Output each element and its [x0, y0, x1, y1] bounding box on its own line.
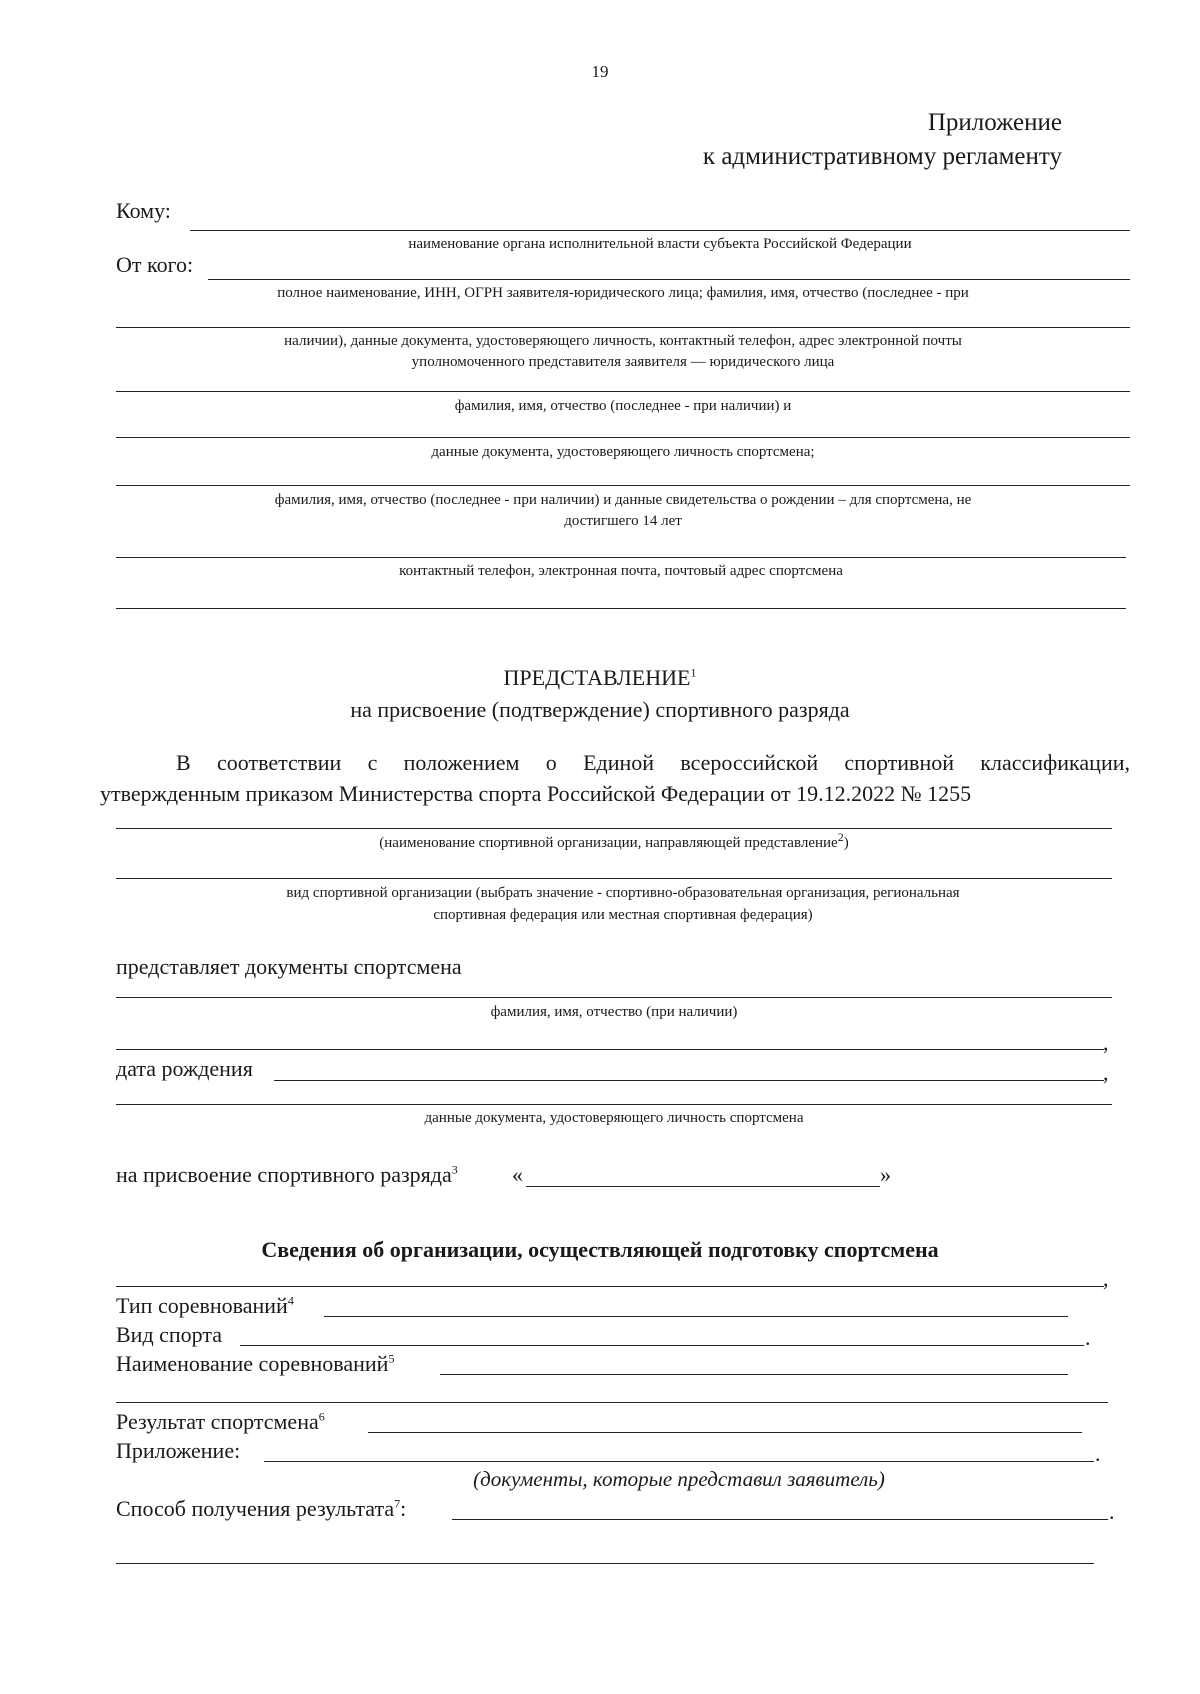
document-title-text: ПРЕДСТАВЛЕНИЕ	[503, 665, 691, 690]
from-caption-1: полное наименование, ИНН, ОГРН заявителя-юридического лица; фамилия, имя, отчество (последнее - при	[277, 285, 969, 301]
appendix-title: Приложение	[927, 109, 1062, 136]
org-type-caption-2: спортивная федерация или местная спортивная федерация)	[433, 907, 813, 923]
rank-field-line[interactable]	[526, 1186, 880, 1187]
footnote-ref-2: 2	[837, 830, 844, 844]
method-colon: :	[400, 1496, 407, 1521]
to-field-line[interactable]	[190, 230, 1130, 231]
period-3: .	[1109, 1499, 1115, 1524]
org-type-field-line[interactable]	[116, 878, 1112, 879]
fio-caption: фамилия, имя, отчество (последнее - при наличии) и	[454, 398, 792, 414]
comma-3: ,	[1103, 1266, 1109, 1291]
fio-field-line[interactable]	[116, 391, 1130, 392]
period-2: .	[1095, 1441, 1101, 1466]
section-title: Сведения об организации, осуществляющей подготовку спортсмена	[261, 1237, 939, 1262]
period-1: .	[1085, 1325, 1091, 1350]
from-field-line-2[interactable]	[116, 327, 1130, 328]
page-number: 19	[591, 62, 609, 81]
footnote-ref-1: 1	[690, 665, 697, 680]
athlete-doc-caption: данные документа, удостоверяющего личность спортсмена	[424, 1110, 804, 1126]
birth-date-label: дата рождения	[116, 1056, 253, 1081]
comma-2: ,	[1103, 1060, 1109, 1085]
bottom-field-line[interactable]	[116, 1563, 1094, 1564]
comma-1: ,	[1103, 1030, 1109, 1055]
doc-caption: данные документа, удостоверяющего личность спортсмена;	[431, 444, 815, 460]
competition-name-text: Наименование соревнований	[116, 1351, 389, 1376]
competition-name-field-line-2[interactable]	[116, 1402, 1108, 1403]
athlete-fio-field-line[interactable]	[116, 997, 1112, 998]
org-caption-text: (наименование спортивной организации, направляющей представление	[379, 835, 838, 851]
competition-name-field-line[interactable]	[440, 1374, 1068, 1375]
competition-type-field-line[interactable]	[324, 1316, 1068, 1317]
competition-name-label	[116, 1351, 394, 1377]
competition-type-text: Тип соревнований	[116, 1293, 288, 1318]
from-label: От кого:	[116, 252, 194, 277]
athlete-doc-field-line[interactable]	[116, 1104, 1112, 1105]
contact-field-line[interactable]	[116, 557, 1126, 558]
doc-field-line[interactable]	[116, 437, 1130, 438]
contact-field-line-2[interactable]	[116, 608, 1126, 609]
footnote-ref-7: 7	[394, 1496, 401, 1511]
competition-type-label	[116, 1293, 294, 1319]
minor-field-line[interactable]	[116, 485, 1130, 486]
sport-label: Вид спорта	[116, 1322, 223, 1347]
attachment-field-line[interactable]	[264, 1461, 1094, 1462]
intro-line-1: В соответствии с положением о Единой всероссийской спортивной классификации,	[176, 750, 1130, 775]
method-field-line[interactable]	[452, 1519, 1108, 1520]
rank-open-quote: «	[512, 1162, 523, 1187]
document-subtitle: на присвоение (подтверждение) спортивного разряда	[350, 697, 850, 722]
method-label	[116, 1496, 406, 1522]
sport-field-line[interactable]	[240, 1345, 1084, 1346]
rank-close-quote: »	[880, 1162, 891, 1187]
attachment-caption: (документы, которые представил заявитель)	[473, 1467, 885, 1491]
footnote-ref-5: 5	[388, 1351, 395, 1366]
birth-date-field-line[interactable]	[274, 1080, 1104, 1081]
to-label: Кому:	[116, 198, 171, 223]
minor-caption-1: фамилия, имя, отчество (последнее - при наличии) и данные свидетельства о рождении – для спортсмена, не	[274, 492, 972, 508]
athlete-fio-caption: фамилия, имя, отчество (при наличии)	[490, 1004, 738, 1020]
minor-caption-2: достигшего 14 лет	[564, 513, 682, 529]
result-label-text: Результат спортсмена	[116, 1409, 319, 1434]
from-caption-2: наличии), данные документа, удостоверяющего личность, контактный телефон, адрес электронной почты	[284, 333, 962, 349]
athlete-extra-field-line[interactable]	[116, 1049, 1104, 1050]
rank-label	[116, 1162, 458, 1188]
footnote-ref-3: 3	[451, 1162, 458, 1177]
rank-label-text: на присвоение спортивного разряда	[116, 1162, 452, 1187]
from-field-line[interactable]	[208, 279, 1130, 280]
org-type-caption-1: вид спортивной организации (выбрать значение - спортивно-образовательная организация, региональная	[286, 885, 960, 901]
section-field-line[interactable]	[116, 1286, 1104, 1287]
result-label	[116, 1409, 325, 1435]
from-caption-3: уполномоченного представителя заявителя — юридического лица	[411, 354, 835, 370]
result-field-line[interactable]	[368, 1432, 1082, 1433]
contact-caption: контактный телефон, электронная почта, почтовый адрес спортсмена	[399, 563, 843, 579]
org-caption	[116, 830, 1112, 854]
submits-label: представляет документы спортсмена	[116, 954, 462, 979]
attachment-label: Приложение:	[116, 1438, 241, 1463]
footnote-ref-4: 4	[287, 1293, 294, 1308]
org-caption-close: )	[843, 835, 849, 851]
document-title	[0, 665, 1200, 691]
intro-line-2: утвержденным приказом Министерства спорта Российской Федерации от 19.12.2022 № 1255	[100, 781, 972, 806]
to-caption: наименование органа исполнительной власти субъекта Российской Федерации	[408, 236, 912, 252]
appendix-subtitle: к административному регламенту	[702, 143, 1062, 170]
method-label-text: Способ получения результата	[116, 1496, 395, 1521]
footnote-ref-6: 6	[318, 1409, 325, 1424]
org-name-field-line[interactable]	[116, 828, 1112, 829]
